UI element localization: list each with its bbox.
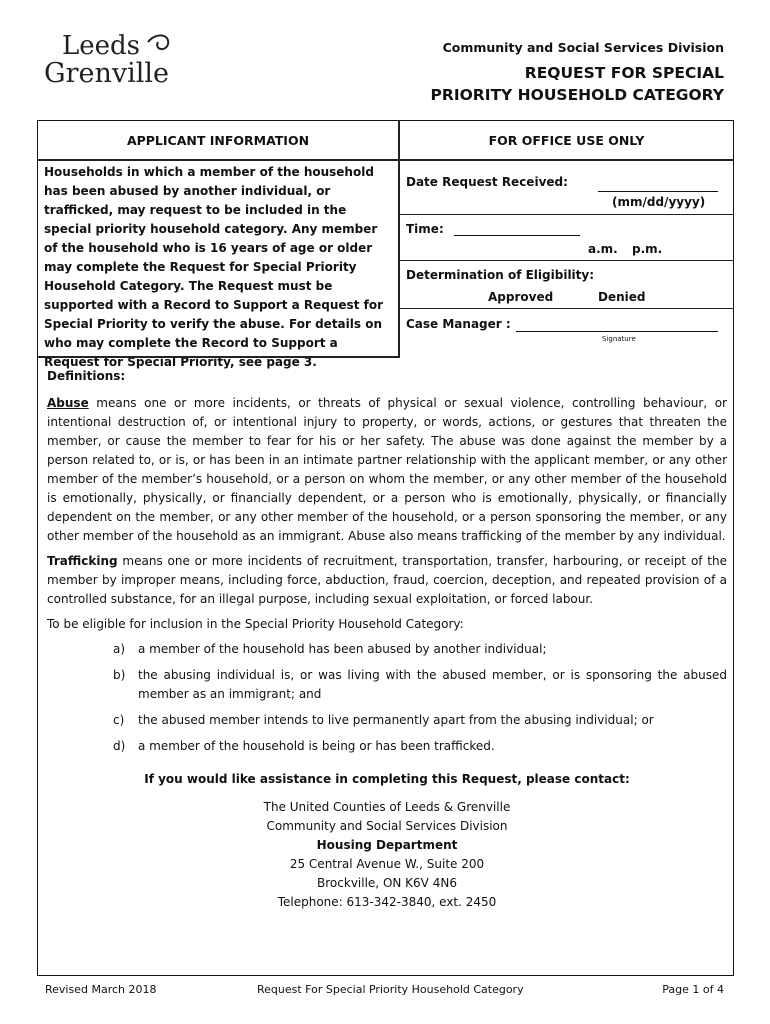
- applicant-info-text: Households in which a member of the household has been abused by another individual, or trafficked, may request to be included in the special priority household category. Any member of the household who is 16 years of age or older may complete the Request for Special Priority Household Category. The Request must be supported with a Record to Support a Request for Special Priority to verify the abuse. For details on who may complete the Record to Support a Request for Special Priority, see page 3.: [44, 165, 383, 369]
- applicant-info-panel: [38, 121, 400, 369]
- footer-title: Request For Special Priority Household Category: [257, 983, 524, 996]
- list-item: d) a member of the household is being or has been trafficked.: [113, 739, 495, 753]
- list-item: b) the abusing individual is, or was living with the abused member, or is sponsoring the abused member as an immigrant; and: [113, 668, 727, 701]
- contact-block: The United Counties of Leeds & Grenville Community and Social Services Division Housing Department 25 Central Avenue W., Suite 200 Brockville, ON K6V 4N6 Telephone: 613-342-3840, ext. 2450: [47, 798, 727, 912]
- logo-leaf-icon: [148, 35, 168, 49]
- date-received-label: Date Request Received:: [406, 175, 568, 189]
- page-title: REQUEST FOR SPECIAL PRIORITY HOUSEHOLD CATEGORY: [430, 64, 724, 104]
- time-field[interactable]: [454, 221, 580, 236]
- footer-revised: Revised March 2018: [45, 983, 157, 996]
- time-label: Time:: [406, 222, 444, 236]
- case-manager-label: Case Manager :: [406, 317, 511, 331]
- definitions-section: [47, 367, 727, 912]
- assistance-heading: If you would like assistance in completing this Request, please contact:: [144, 772, 630, 786]
- form-frame: [37, 120, 734, 976]
- eligibility-section: [400, 261, 733, 309]
- footer-page-number: Page 1 of 4: [662, 983, 724, 996]
- applicant-info-heading: APPLICANT INFORMATION: [38, 121, 398, 161]
- approved-option[interactable]: Approved: [488, 290, 554, 304]
- contact-telephone: Telephone: 613-342-3840, ext. 2450: [277, 895, 497, 909]
- pm-option[interactable]: p.m.: [632, 242, 663, 256]
- date-received-section: [400, 161, 733, 215]
- applicant-panel-divider: [38, 356, 400, 358]
- definitions-heading: Definitions:: [47, 369, 126, 383]
- division-name: Community and Social Services Division: [442, 40, 724, 55]
- signature-caption: Signature: [602, 335, 636, 343]
- am-option[interactable]: a.m.: [588, 242, 618, 256]
- eligibility-label: Determination of Eligibility:: [406, 268, 595, 282]
- denied-option[interactable]: Denied: [598, 290, 646, 304]
- date-format-hint: (mm/dd/yyyy): [612, 195, 706, 209]
- list-item: c) the abused member intends to live permanently apart from the abusing individual; or: [113, 713, 654, 727]
- office-use-heading: FOR OFFICE USE ONLY: [400, 121, 733, 161]
- list-item: a) a member of the household has been abused by another individual;: [113, 642, 547, 656]
- office-use-panel: [400, 121, 733, 358]
- logo-text-leeds: Leeds: [62, 31, 141, 61]
- logo-text-grenville: Grenville: [44, 58, 169, 86]
- case-manager-signature-field[interactable]: [516, 316, 718, 332]
- time-section: [400, 215, 733, 261]
- case-manager-section: [400, 309, 733, 356]
- date-received-field[interactable]: [598, 177, 718, 192]
- eligibility-intro: To be eligible for inclusion in the Special Priority Household Category:: [47, 617, 464, 631]
- trafficking-definition: Trafficking means one or more incidents of recruitment, transportation, transfer, harbouring, or receipt of the member by improper means, including force, abduction, fraud, coercion, deception, and repeated provision of a controlled substance, for an illegal purpose, including sexual exploitation, or forced labour.: [47, 554, 727, 606]
- eligibility-list: [47, 640, 727, 756]
- abuse-definition: Abuse means one or more incidents, or threats of physical or sexual violence, controlling behaviour, or intentional destruction of, or intentional injury to property, or words, actions, or gestures that threaten the member, or cause the member to fear for his or her safety. The abuse was done against the member by a person related to, or is, or has been in an intimate partner relationship with the applicant member, or any other member of the member’s household, or a person on whom the member, or any other member of the household is emotionally, physically, or financially dependent, or a person who is emotionally, physically, or financially dependent on the member, or any other member of the household, or a person sponsoring the member, or any other member of the household as an immigrant. Abuse also means trafficking of the member by any individual.: [47, 396, 727, 543]
- leeds-grenville-logo: [44, 30, 176, 86]
